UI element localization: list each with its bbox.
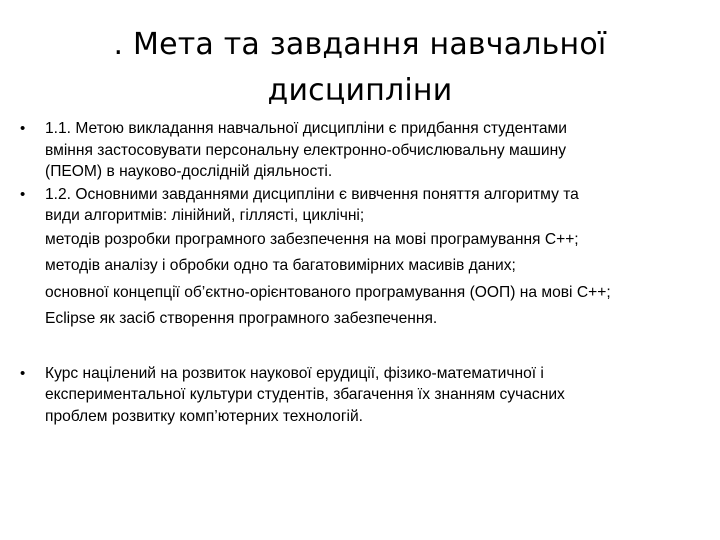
title-line-1: . Мета та завдання навчальної	[113, 27, 607, 62]
bullet-list	[20, 118, 712, 427]
bullet-text-line: основної концепції об’єктно-орієнтованого програмування (ООП) на мові С++;	[45, 283, 611, 301]
bullet-item-tasks	[20, 184, 712, 333]
slide-title	[60, 22, 660, 114]
bullet-text-line: Курс націлений на розвиток наукової ерудиції, фізико-математичної і	[45, 364, 544, 382]
bullet-icon: •	[20, 120, 26, 137]
bullet-text-line: 1.2. Основними завданнями дисципліни є вивчення поняття алгоритму та	[45, 185, 579, 203]
bullet-text-line: методів аналізу і обробки одно та багатовимірних масивів даних;	[45, 257, 516, 274]
bullet-text-line: проблем розвитку комп’ютерних технологій.	[45, 407, 364, 425]
bullet-text-line: 1.1. Метою викладання навчальної дисципліни є придбання студентами	[45, 120, 567, 137]
bullet-text-line: (ПЕОМ) в науково-дослідній діяльності.	[45, 163, 333, 180]
bullet-text-line: види алгоритмів: лінійний, гіллясті, циклічні;	[45, 207, 365, 224]
bullet-text-line: методів розробки програмного забезпечення на мові програмування С++;	[45, 230, 579, 248]
title-line-2: дисципліни	[267, 73, 453, 108]
bullet-text-line: Eclipse як засіб створення програмного забезпечення.	[45, 310, 438, 327]
bullet-icon: •	[20, 364, 26, 382]
bullet-icon: •	[20, 185, 26, 203]
bullet-item-goal	[20, 118, 712, 183]
bullet-text-line: вміння застосовувати персональну електронно-обчислювальну машину	[45, 141, 567, 159]
bullet-item-course	[20, 363, 712, 428]
bullet-text-line: експериментальної культури студентів, збагачення їх знанням сучасних	[45, 386, 565, 403]
